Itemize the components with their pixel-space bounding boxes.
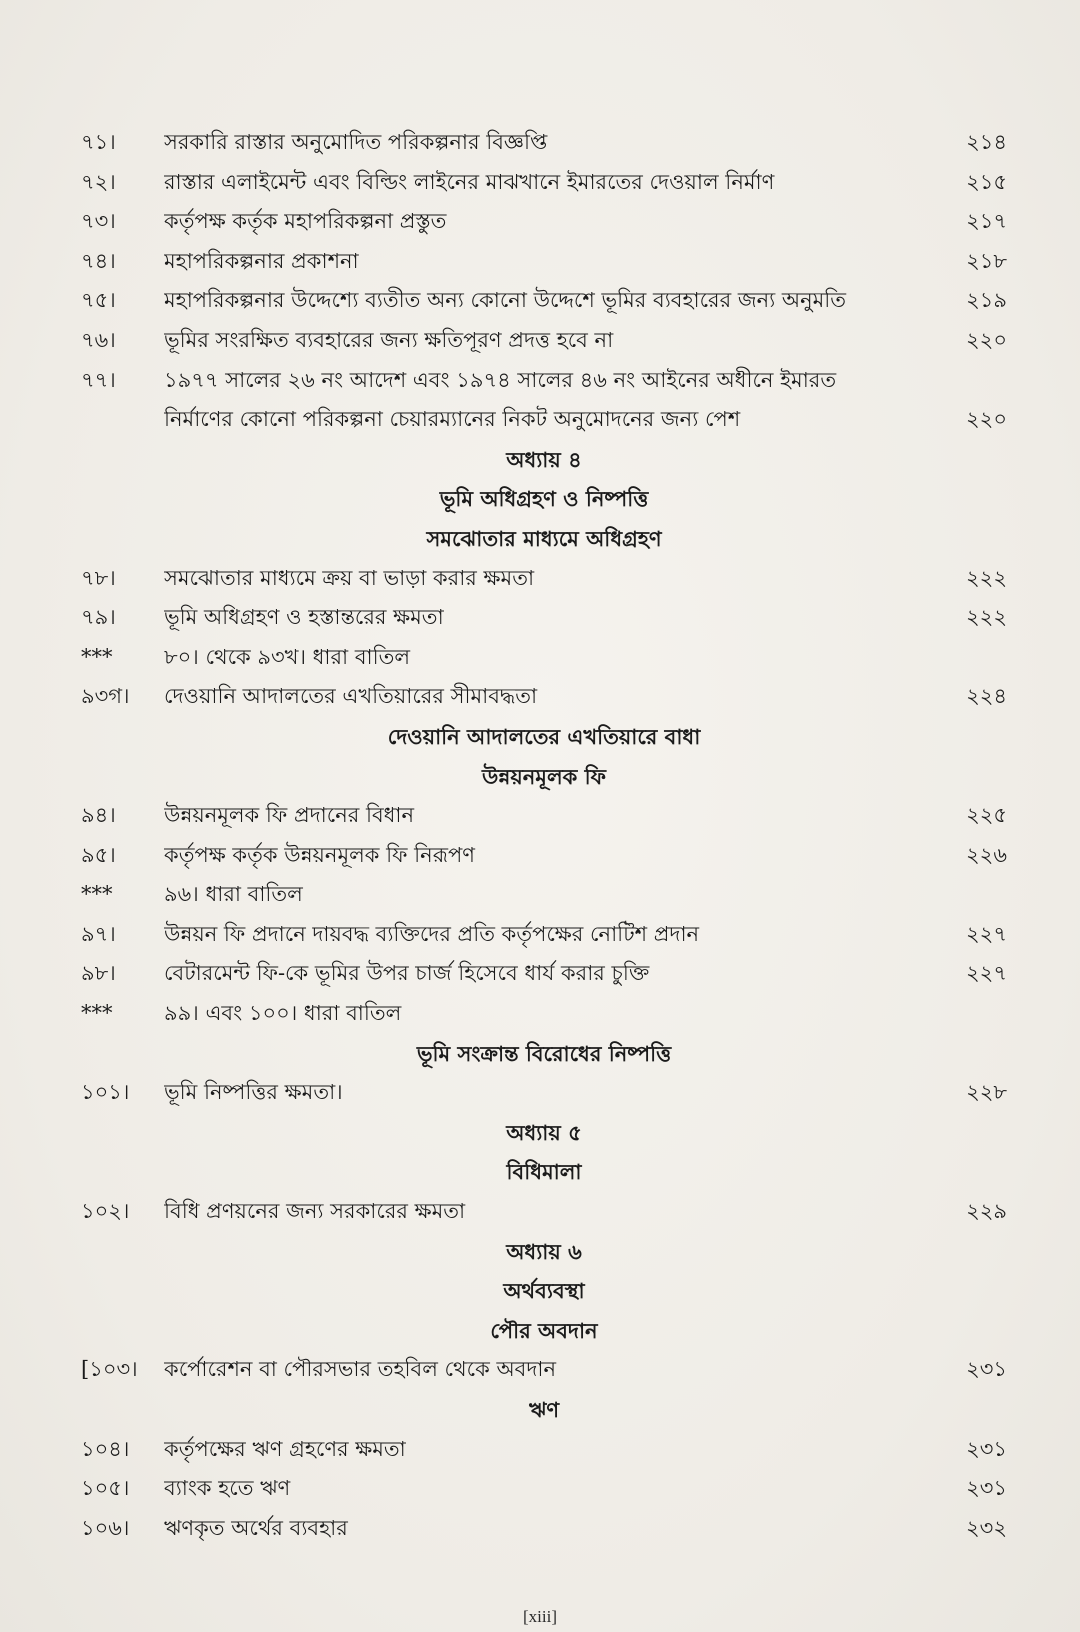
page-number: ২২৯ <box>966 1199 1007 1224</box>
toc-entry-77 <box>81 361 1007 401</box>
repealed-marker: *** <box>81 1001 113 1026</box>
section-title: রাস্তার এলাইমেন্ট এবং বিল্ডিং লাইনের মাঝখানে ইমারতের দেওয়াল নির্মাণ <box>164 169 775 194</box>
section-title: কর্তৃপক্ষ কর্তৃক মহাপরিকল্পনা প্রস্তুত <box>164 209 447 234</box>
section-number: ১০৫। <box>81 1476 130 1501</box>
toc-entry-93g <box>81 677 1007 717</box>
toc-entry-103 <box>81 1350 1007 1390</box>
page-number: ২১৭ <box>966 209 1007 234</box>
page-number: ২২৬ <box>966 842 1007 867</box>
repealed-marker: *** <box>81 882 113 907</box>
section-number: ১০১। <box>81 1080 130 1105</box>
page-number: ২৩২ <box>966 1515 1007 1540</box>
section-number: ১০৪। <box>81 1436 130 1461</box>
page-number: ২২৮ <box>966 1080 1007 1105</box>
section-title: ঋণকৃত অর্থের ব্যবহার <box>164 1515 348 1540</box>
page-number: ২৩১ <box>966 1436 1007 1461</box>
section-number: ৯৫। <box>81 842 116 867</box>
subsection-heading: উন্নয়নমূলক ফি <box>482 763 606 789</box>
section-number: ৭৪। <box>81 248 116 273</box>
toc-entry-76 <box>81 321 1007 361</box>
section-title: দেওয়ানি আদালতের এখতিয়ারের সীমাবদ্ধতা <box>164 684 538 709</box>
section-number: ৯৩গ। <box>81 684 130 709</box>
toc-entry-77-continued <box>81 400 1007 440</box>
chapter-heading: অধ্যায় ৬ <box>506 1238 582 1264</box>
page-number: ২২২ <box>966 565 1007 590</box>
section-title: ৯৯। এবং ১০০। ধারা বাতিল <box>164 1001 402 1026</box>
page-number: ২১৫ <box>966 169 1007 194</box>
section-title: বেটারমেন্ট ফি-কে ভূমির উপর চার্জ হিসেবে ধার্য করার চুক্তি <box>164 961 650 986</box>
page-number: ২২০ <box>966 407 1007 432</box>
section-number: ৭৫। <box>81 288 116 313</box>
page-number: ২২৭ <box>966 961 1007 986</box>
page-number: ২২৪ <box>966 684 1007 709</box>
section-number: ৭৮। <box>81 565 116 590</box>
chapter-title-heading: অর্থব্যবস্থা <box>503 1278 585 1304</box>
toc-entry-94 <box>81 796 1007 836</box>
toc-entry-repealed-99-100 <box>81 994 1007 1034</box>
section-number: ৭১। <box>81 130 116 154</box>
toc-entry-101 <box>81 1073 1007 1113</box>
table-of-contents <box>81 123 1007 1548</box>
chapter-title-heading: ভূমি অধিগ্রহণ ও নিষ্পত্তি <box>439 486 649 512</box>
toc-entry-71 <box>81 123 1007 163</box>
toc-entry-105 <box>81 1469 1007 1509</box>
section-title: সরকারি রাস্তার অনুমোদিত পরিকল্পনার বিজ্ঞপ্তি <box>164 130 548 154</box>
toc-entry-75 <box>81 281 1007 321</box>
toc-entry-97 <box>81 915 1007 955</box>
page-number: ২২২ <box>966 605 1007 630</box>
toc-entry-78 <box>81 559 1007 599</box>
toc-entry-104 <box>81 1430 1007 1470</box>
page-number: ২৩১ <box>966 1476 1007 1501</box>
page-number: ২১৮ <box>966 248 1007 273</box>
toc-entry-72 <box>81 163 1007 203</box>
chapter-heading: অধ্যায় ৪ <box>506 446 582 472</box>
section-number: ৯৮। <box>81 961 116 986</box>
section-number: ৭৩। <box>81 209 116 234</box>
page-number: ২২০ <box>966 327 1007 352</box>
chapter-heading: অধ্যায় ৫ <box>506 1119 582 1145</box>
toc-entry-98 <box>81 954 1007 994</box>
section-number: ৭৭। <box>81 367 116 392</box>
subsection-heading: ভূমি সংক্রান্ত বিরোধের নিষ্পত্তি <box>416 1040 672 1066</box>
toc-entry-106 <box>81 1509 1007 1549</box>
section-title: ৮০। থেকে ৯৩খ। ধারা বাতিল <box>164 644 411 669</box>
toc-entry-repealed-80-93b <box>81 638 1007 678</box>
section-number: ১০৬। <box>81 1515 130 1540</box>
section-title: বিধি প্রণয়নের জন্য সরকারের ক্ষমতা <box>164 1199 466 1224</box>
section-number: ৭৯। <box>81 605 116 630</box>
section-title: ভূমির সংরক্ষিত ব্যবহারের জন্য ক্ষতিপূরণ প্রদত্ত হবে না <box>164 327 614 352</box>
subsection-heading: ঋণ <box>528 1397 560 1422</box>
section-number: ৯৭। <box>81 921 116 946</box>
section-title: কর্পোরেশন বা পৌরসভার তহবিল থেকে অবদান <box>164 1357 556 1382</box>
section-title: ১৯৭৭ সালের ২৬ নং আদেশ এবং ১৯৭৪ সালের ৪৬ নং আইনের অধীনে ইমারত <box>164 367 837 392</box>
page-number: ২২৭ <box>966 921 1007 946</box>
section-title: ৯৬। ধারা বাতিল <box>164 882 303 907</box>
subsection-heading: দেওয়ানি আদালতের এখতিয়ারে বাধা <box>387 723 701 749</box>
section-number: ১০২। <box>81 1199 130 1224</box>
section-title: উন্নয়নমূলক ফি প্রদানের বিধান <box>164 803 415 828</box>
section-title: ভূমি নিষ্পত্তির ক্ষমতা। <box>164 1080 343 1105</box>
section-title: কর্তৃপক্ষের ঋণ গ্রহণের ক্ষমতা <box>164 1436 406 1461</box>
section-title: উন্নয়ন ফি প্রদানে দায়বদ্ধ ব্যক্তিদের প্রতি কর্তৃপক্ষের নোটিশ প্রদান <box>164 921 700 946</box>
toc-entry-79 <box>81 598 1007 638</box>
section-title: সমঝোতার মাধ্যমে ক্রয় বা ভাড়া করার ক্ষমতা <box>164 565 535 590</box>
toc-entry-95 <box>81 836 1007 876</box>
section-title: ব্যাংক হতে ঋণ <box>164 1476 291 1501</box>
page-number: ২১৪ <box>966 130 1007 154</box>
section-title: মহাপরিকল্পনার প্রকাশনা <box>164 248 359 273</box>
toc-entry-74 <box>81 242 1007 282</box>
section-number: ৭৬। <box>81 327 116 352</box>
repealed-marker: *** <box>81 644 113 669</box>
toc-entry-repealed-96 <box>81 875 1007 915</box>
toc-entry-102 <box>81 1192 1007 1232</box>
toc-entry-73 <box>81 202 1007 242</box>
section-title: ভূমি অধিগ্রহণ ও হস্তান্তরের ক্ষমতা <box>164 605 444 630</box>
page-number: ২৩১ <box>966 1357 1007 1382</box>
section-title-continued: নির্মাণের কোনো পরিকল্পনা চেয়ারম্যানের নিকট অনুমোদনের জন্য পেশ <box>164 407 741 432</box>
subsection-heading: সমঝোতার মাধ্যমে অধিগ্রহণ <box>426 525 662 551</box>
section-number: ৭২। <box>81 169 116 194</box>
section-number: [১০৩। <box>81 1357 138 1382</box>
section-number: ৯৪। <box>81 803 116 828</box>
subsection-heading: পৌর অবদান <box>490 1317 598 1343</box>
chapter-title-heading: বিধিমালা <box>506 1159 582 1185</box>
page-folio: [xiii] <box>523 1607 557 1626</box>
section-title: মহাপরিকল্পনার উদ্দেশ্যে ব্যতীত অন্য কোনো উদ্দেশে ভূমির ব্যবহারের জন্য অনুমতি <box>164 288 847 313</box>
page-number: ২২৫ <box>966 803 1007 828</box>
page-number: ২১৯ <box>966 288 1007 313</box>
section-title: কর্তৃপক্ষ কর্তৃক উন্নয়নমূলক ফি নিরূপণ <box>164 842 475 867</box>
